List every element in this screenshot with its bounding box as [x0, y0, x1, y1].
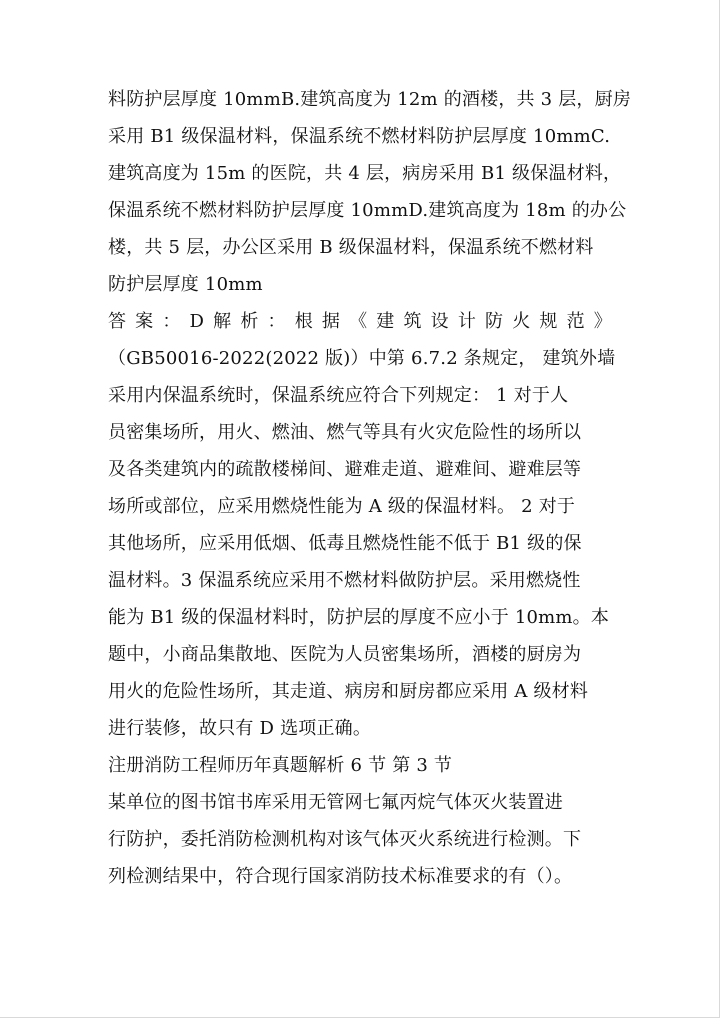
text-line: 及各类建筑内的疏散楼梯间、避难走道、避难间、避难层等: [108, 459, 582, 480]
text-line: 其他场所，应采用低烟、低毒且燃烧性能不低于 B1 级的保: [108, 533, 582, 554]
text-line: 能为 B1 级的保温材料时，防护层的厚度不应小于 10mm。本: [108, 607, 610, 628]
text-line: 防护层厚度 10mm: [108, 274, 263, 295]
section-heading: 注册消防工程师历年真题解析 6 节 第 3 节: [108, 755, 453, 776]
question-line: 某单位的图书馆书库采用无管网七氟丙烷气体灭火装置进: [108, 792, 563, 813]
text-line: 采用 B1 级保温材料，保温系统不燃材料防护层厚度 10mmC.: [108, 126, 611, 147]
text-line: 员密集场所，用火、燃油、燃气等具有火灾危险性的场所以: [108, 422, 582, 443]
text-line: 料防护层厚度 10mmB.建筑高度为 12m 的酒楼，共 3 层，厨房: [108, 89, 632, 110]
text-line: 楼，共 5 层，办公区采用 B 级保温材料，保温系统不燃材料: [108, 237, 594, 258]
question-line: 列检测结果中，符合现行国家消防技术标准要求的有（）。: [108, 866, 573, 887]
text-line: 保温系统不燃材料防护层厚度 10mmD.建筑高度为 18m 的办公: [108, 200, 627, 221]
text-line: 温材料。3 保温系统应采用不燃材料做防护层。采用燃烧性: [108, 570, 581, 591]
text-line: 建筑高度为 15m 的医院，共 4 层，病房采用 B1 级保温材料，: [108, 163, 622, 184]
text-line: 用火的危险性场所，其走道、病房和厨房都应采用 A 级材料: [108, 681, 589, 702]
text-line: （GB50016-2022(2022 版)）中第 6.7.2 条规定， 建筑外墙: [108, 348, 616, 369]
text-line: 采用内保温系统时，保温系统应符合下列规定： 1 对于人: [108, 385, 569, 406]
answer-line: 答案：D解析：根据《建筑设计防火规范》: [108, 311, 612, 332]
text-line: 题中，小商品集散地、医院为人员密集场所，酒楼的厨房为: [108, 644, 582, 665]
question-line: 行防护，委托消防检测机构对该气体灭火系统进行检测。下: [108, 829, 582, 850]
text-line: 进行装修，故只有 D 选项正确。: [108, 718, 372, 739]
text-line: 场所或部位，应采用燃烧性能为 A 级的保温材料。 2 对于: [108, 496, 576, 517]
